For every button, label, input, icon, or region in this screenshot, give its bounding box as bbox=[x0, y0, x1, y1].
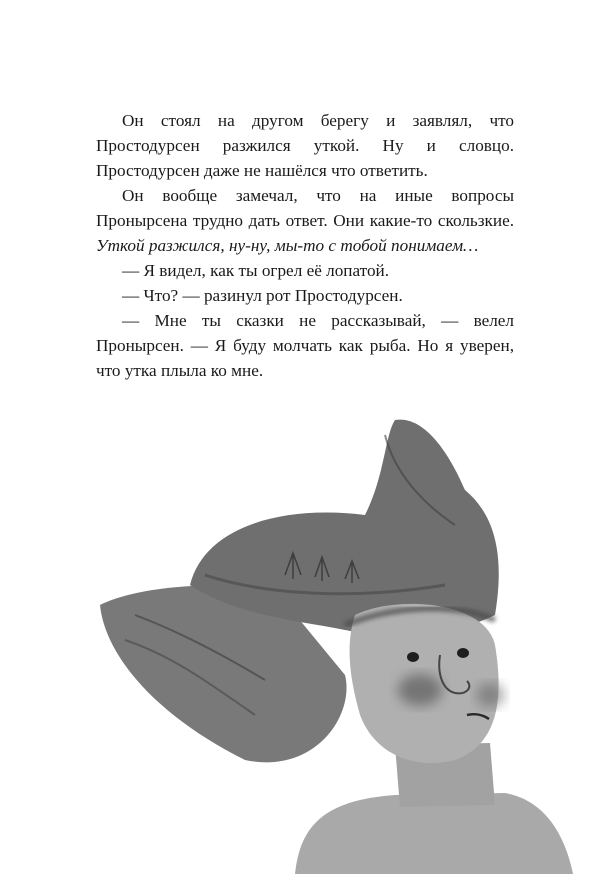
paragraph-1: Он стоял на другом берегу и заявлял, что Простодурсен разжился уткой. Ну и словцо. Простодурсен даже не нашёлся что ответить. bbox=[96, 111, 514, 180]
paragraph-3: — Я видел, как ты огрел её лопатой. bbox=[122, 261, 390, 280]
paragraph-5: — Мне ты сказки не рассказывай, — велел Пронырсен. — Я буду молчать как рыба. Но я уверен, что утка плыла ко мне. bbox=[96, 311, 514, 380]
paragraph-2: Он вообще замечал, что на иные вопросы Пронырсена трудно дать ответ. Они какие-то скользкие. Уткой разжился, ну-ну, мы-то с тобой понимаем… bbox=[96, 186, 514, 255]
paragraph-4: — Что? — разинул рот Простодурсен. bbox=[122, 286, 403, 305]
left-eye bbox=[407, 652, 419, 662]
character-illustration bbox=[95, 415, 600, 874]
italic-thought: Уткой разжился, ну-ну, мы-то с тобой понимаем… bbox=[96, 236, 479, 255]
story-text bbox=[96, 108, 514, 383]
hat-shape bbox=[190, 420, 499, 635]
right-eye bbox=[457, 648, 469, 658]
